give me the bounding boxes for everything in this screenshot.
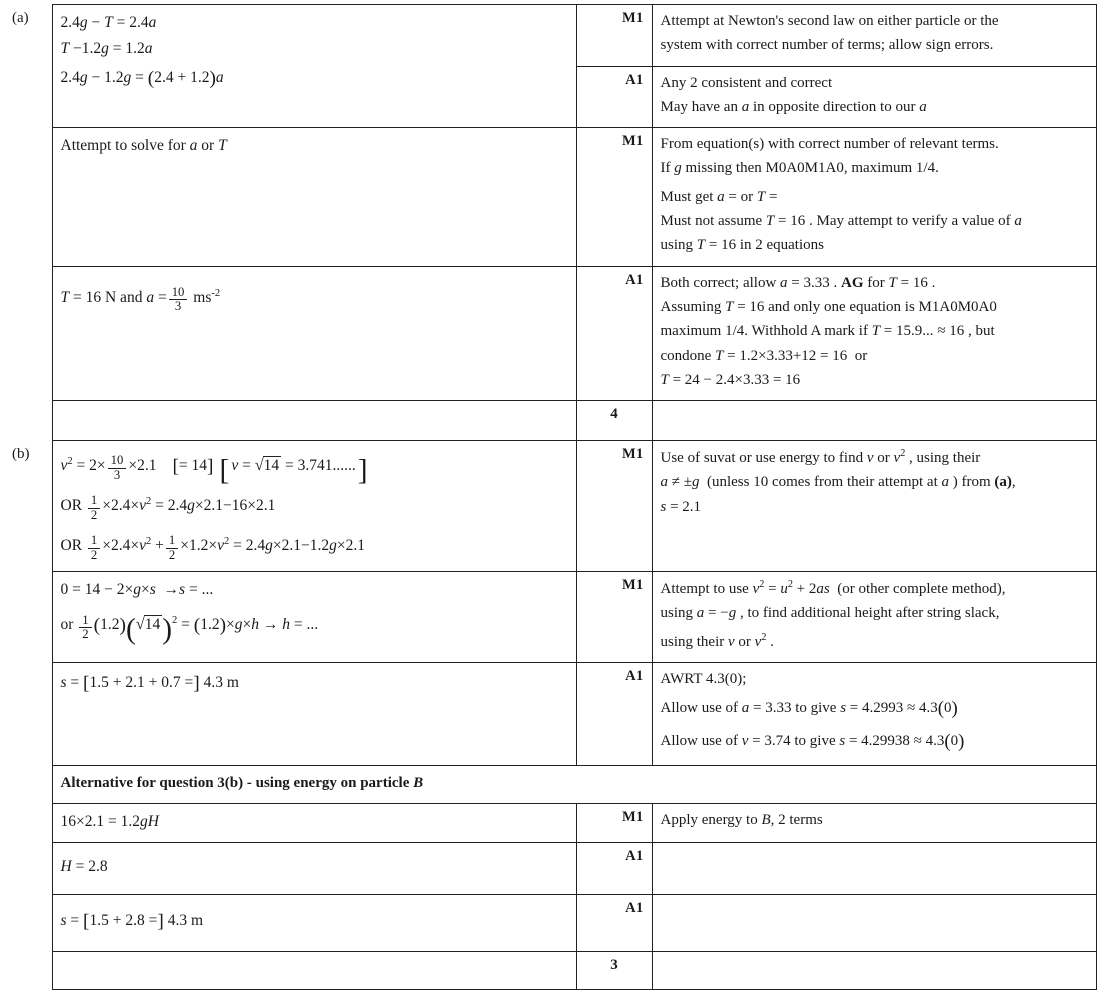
note-line: From equation(s) with correct number of relevant terms. — [660, 136, 999, 153]
notes-cell-b1 — [652, 441, 1096, 572]
note-line: Attempt to use $v^2 = u^2 + 2as$ (or other complete method), — [660, 579, 1006, 598]
table-row — [4, 662, 1096, 765]
working-line: T = 16 N and a = $\frac{10}{3}$ $ms^{-2}$ — [60, 285, 221, 314]
working-line: Attempt to solve for a or T — [60, 137, 227, 155]
table-row — [4, 894, 1096, 951]
part-label-spacer — [4, 572, 52, 663]
equation-alt3: s = [1.5 + 2.8 =] 4.3 m — [60, 910, 203, 932]
equation-b3: s = [1.5 + 2.1 + 0.7 =] 4.3 m — [60, 672, 239, 694]
equation-b1-or1: OR $\frac{1}{2}$ $\times 2.4\times v^2 = 2.4g\times 2.1-16\times 2.1$ — [60, 493, 276, 522]
equation-b2: 0 = 14 − 2×g×s →s = ... — [60, 581, 214, 599]
working-cell-a-solve — [52, 128, 576, 266]
working-cell-b-answer — [52, 662, 576, 765]
working-cell-alt2 — [52, 843, 576, 894]
mark-cell-alt2: A1 — [576, 843, 652, 894]
table-row — [4, 441, 1096, 572]
note-line: T = 24 − 2.4×3.33 = 16 — [660, 371, 801, 388]
part-label-b: (b) — [12, 445, 30, 462]
table-row — [4, 843, 1096, 894]
working-cell-a-answer — [52, 266, 576, 400]
note-line: s = 2.1 — [660, 498, 702, 515]
note-line: Apply energy to B, 2 terms — [660, 812, 823, 828]
note-line: Allow use of a = 3.33 to give s = 4.2993 ≈ 4.3(0) — [660, 698, 958, 720]
part-label-spacer — [4, 401, 52, 441]
notes-cell-a3 — [652, 128, 1096, 266]
alternative-header-cell — [52, 765, 1096, 804]
note-line: Attempt at Newton's second law on either particle or the — [660, 13, 999, 29]
mark-cell-b1: M1 — [576, 441, 652, 572]
note-line: Assuming T = 16 and only one equation is M1A0M0A0 — [660, 298, 997, 315]
note-line: condone T = 1.2×3.33+12 = 16 or — [660, 347, 868, 364]
equation-b1-or2: OR $\frac{1}{2}$ $\times 2.4\times v^2$ + $\frac{1}{2}$ $\times 1.2\times v^2 = 2.4g\times 2.1-1.2g\times 2.1$ — [60, 533, 366, 562]
note-line: using T = 16 in 2 equations — [660, 237, 824, 254]
notes-cell-alt1 — [652, 804, 1096, 843]
mark-cell-a2: A1 — [576, 66, 652, 128]
notes-cell-empty — [652, 401, 1096, 441]
table-row — [4, 951, 1096, 989]
note-line: Any 2 consistent and correct — [660, 74, 833, 91]
total-marks-a: 4 — [576, 401, 652, 441]
part-label-spacer — [4, 843, 52, 894]
note-line: Use of suvat or use energy to find v or $v^2$ , using their — [660, 448, 981, 467]
part-label-spacer — [4, 128, 52, 266]
table-row — [4, 804, 1096, 843]
note-line: If g missing then M0A0M1A0, maximum 1/4. — [660, 160, 939, 177]
table-row — [4, 5, 1096, 67]
table-row — [4, 266, 1096, 400]
note-line: using their v or $v^2$ . — [660, 631, 774, 650]
equation-b2-alt: or $\frac{1}{2}$ $(1.2)(√14)^2 = (1.2)\times g\times h \to h$ = ... — [60, 612, 319, 646]
mark-scheme-page — [0, 4, 1100, 1006]
table-row — [4, 765, 1096, 804]
mark-cell-alt3: A1 — [576, 894, 652, 951]
alternative-header-text: Alternative for question 3(b) - using energy on particle B — [60, 774, 424, 791]
notes-cell-a4 — [652, 266, 1096, 400]
part-label-spacer — [4, 804, 52, 843]
note-line: Must not assume T = 16 . May attempt to verify a value of a — [660, 213, 1022, 230]
note-line: system with correct number of terms; allow sign errors. — [660, 37, 994, 54]
note-line: Must get a = or T = — [660, 188, 778, 205]
part-label-spacer — [4, 894, 52, 951]
working-cell-a-equations — [52, 5, 576, 128]
mark-cell-a3: M1 — [576, 128, 652, 266]
mark-scheme-table — [4, 4, 1097, 990]
equation-a2: T −1.2g = 1.2a — [60, 40, 153, 58]
equation-alt1: 16×2.1 = 1.2gH — [60, 813, 159, 830]
notes-cell-alt2 — [652, 843, 1096, 894]
note-line: a ≠ ±g (unless 10 comes from their attempt at a ) from (a), — [660, 474, 1016, 491]
table-row — [4, 401, 1096, 441]
equation-a3: 2.4g − 1.2g = (2.4 + 1.2)a — [60, 67, 224, 89]
equation-b1: $v^2 = 2\times$ $\frac{10}{3}$ ×2.1 [= 14] [ v = √14 = 3.741......] — [60, 453, 368, 487]
table-row — [4, 572, 1096, 663]
part-label-spacer — [4, 765, 52, 804]
note-line: using a = −g , to find additional height after string slack, — [660, 605, 1000, 622]
part-label-a: (a) — [12, 9, 29, 26]
notes-cell-a1 — [652, 5, 1096, 67]
notes-cell-b3 — [652, 662, 1096, 765]
notes-cell-a2 — [652, 66, 1096, 128]
notes-cell-empty — [652, 951, 1096, 989]
total-marks-b: 3 — [576, 951, 652, 989]
mark-cell-a4: A1 — [576, 266, 652, 400]
mark-cell-b2: M1 — [576, 572, 652, 663]
equation-alt2: H = 2.8 — [60, 858, 108, 876]
working-cell-b-suvat — [52, 572, 576, 663]
part-label-spacer — [4, 266, 52, 400]
part-label-spacer — [4, 662, 52, 765]
notes-cell-b2 — [652, 572, 1096, 663]
working-cell-alt3 — [52, 894, 576, 951]
note-line: May have an a in opposite direction to our a — [660, 98, 927, 115]
mark-cell-a1: M1 — [576, 5, 652, 67]
equation-a1: 2.4g − T = 2.4a — [60, 14, 157, 31]
note-line: maximum 1/4. Withhold A mark if T = 15.9... ≈ 16 , but — [660, 323, 995, 340]
note-line: AWRT 4.3(0); — [660, 670, 747, 687]
table-row — [4, 128, 1096, 266]
note-line: Both correct; allow a = 3.33 . AG for T = 16 . — [660, 274, 936, 291]
working-cell-alt1 — [52, 804, 576, 843]
working-cell-empty — [52, 401, 576, 441]
mark-cell-alt1: M1 — [576, 804, 652, 843]
part-label-spacer — [4, 951, 52, 989]
note-line: Allow use of v = 3.74 to give s = 4.29938 ≈ 4.3(0) — [660, 730, 965, 752]
working-cell-empty — [52, 951, 576, 989]
working-cell-b-energy — [52, 441, 576, 572]
notes-cell-alt3 — [652, 894, 1096, 951]
mark-cell-b3: A1 — [576, 662, 652, 765]
